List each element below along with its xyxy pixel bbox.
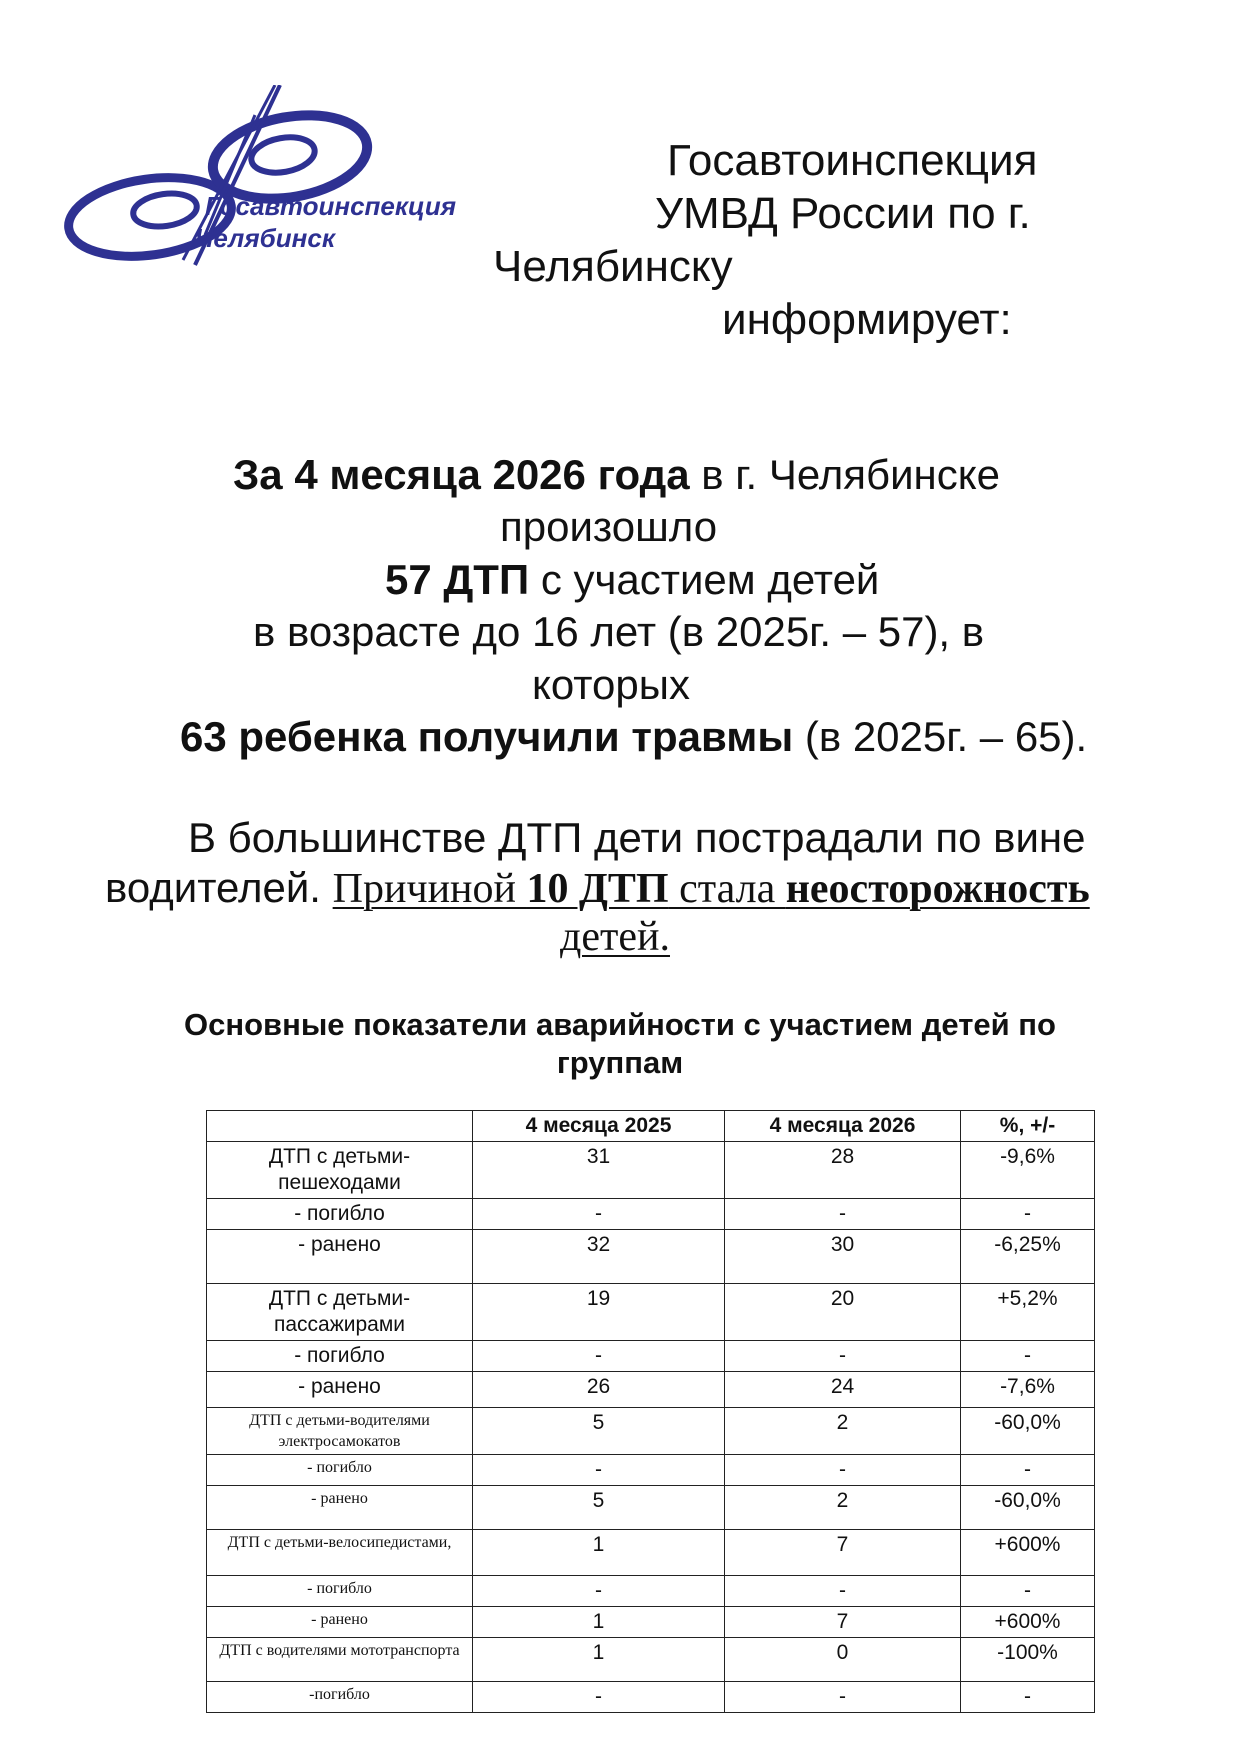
header-line-1: Госавтоинспекция xyxy=(667,136,1038,185)
table-row: - погибло - - - xyxy=(207,1199,1095,1230)
table-row: ДТП с детьми-пассажирами 19 20 +5,2% xyxy=(207,1284,1095,1341)
cause-reason: неосторожность xyxy=(785,866,1090,912)
stats-table xyxy=(206,1110,1095,1713)
cause-line-1: В большинстве ДТП дети пострадали по вине xyxy=(188,814,1086,861)
cause-dtp-count: 10 ДТП xyxy=(526,866,669,912)
intro-line-4: в возрасте до 16 лет (в 2025г. – 57), в xyxy=(253,608,985,655)
logo xyxy=(55,85,495,285)
header-line-2: УМВД России по г. xyxy=(655,189,1031,238)
svg-text:Госавтоинспекция: Госавтоинспекция xyxy=(205,191,457,221)
table-row: ДТП с водителями мототранспорта 1 0 -100% xyxy=(207,1638,1095,1682)
intro-dtp-count: 57 ДТП xyxy=(385,556,530,603)
intro-injured-count: 63 ребенка получили травмы xyxy=(180,713,794,760)
intro-period: За 4 месяца 2026 года xyxy=(233,451,690,498)
table-header-row xyxy=(207,1111,1095,1142)
table-row: - ранено 5 2 -60,0% xyxy=(207,1486,1095,1530)
intro-line-1 xyxy=(233,448,1000,501)
table-row: -погибло - - - xyxy=(207,1682,1095,1713)
table-row: ДТП с детьми-пешеходами 31 28 -9,6% xyxy=(207,1142,1095,1199)
header-cell-2025: 4 месяца 2025 xyxy=(473,1111,725,1142)
header-line-4: информирует: xyxy=(722,295,1012,344)
table-row: - погибло - - - xyxy=(207,1576,1095,1607)
cause-line-3: детей. xyxy=(560,914,670,960)
table-row: - ранено 32 30 -6,25% xyxy=(207,1230,1095,1284)
intro-line-6: 63 ребенка получили травмы (в 2025г. – 65). xyxy=(180,713,1088,760)
table-row: - ранено 1 7 +600% xyxy=(207,1607,1095,1638)
svg-text:Челябинск: Челябинск xyxy=(195,223,335,253)
table-row: ДТП с детьми-велосипедистами, 1 7 +600% xyxy=(207,1530,1095,1576)
table-row: - погибло - - - xyxy=(207,1455,1095,1486)
table-row: - ранено 26 24 -7,6% xyxy=(207,1372,1095,1408)
cause-line-2: водителей. Причиной 10 ДТП стала неосторожность xyxy=(105,864,1090,912)
table-row: ДТП с детьми-водителями электросамокатов 5 2 -60,0% xyxy=(207,1408,1095,1455)
header-cell-label xyxy=(207,1111,473,1142)
gai-emblem-icon xyxy=(55,85,495,285)
header-cell-pct: %, +/- xyxy=(961,1111,1095,1142)
table-row: - погибло - - - xyxy=(207,1341,1095,1372)
intro-city: в г. Челябинске xyxy=(689,451,1000,498)
intro-line-3: 57 ДТП с участием детей xyxy=(385,556,880,603)
table-title: Основные показатели аварийности с участием детей по группам xyxy=(184,1007,1056,1080)
intro-line-5: которых xyxy=(532,661,690,708)
header-line-3: Челябинску xyxy=(493,242,733,291)
intro-line-2: произошло xyxy=(500,503,718,550)
header-cell-2026: 4 месяца 2026 xyxy=(725,1111,961,1142)
